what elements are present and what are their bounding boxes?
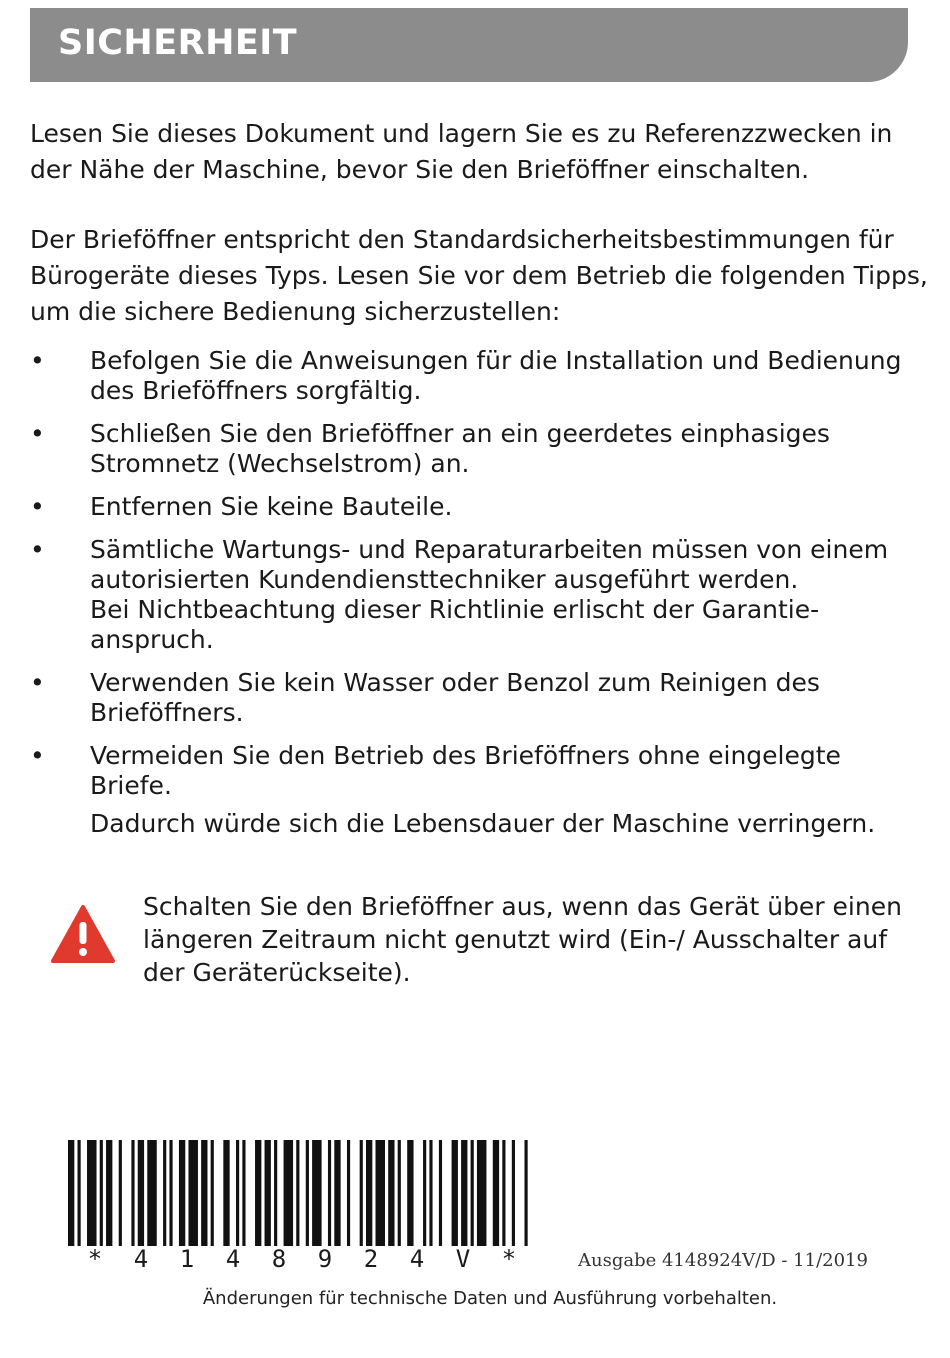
barcode-bar (360, 1140, 363, 1246)
list-item-note: Bei Nichtbeachtung dieser Richtlinie erlischt der Garantie-anspruch. (90, 595, 820, 654)
barcode-bar (398, 1140, 401, 1246)
list-item-text: Sämtliche Wartungs- und Reparaturarbeiten müssen von einem autorisierten Kundendiensttechniker ausgeführt werden. (90, 535, 889, 594)
bullet-marker: • (30, 346, 45, 375)
barcode-bar (439, 1140, 442, 1246)
barcode-digit: 1 (179, 1245, 195, 1273)
barcode-bar (306, 1140, 309, 1246)
barcode-digit: 4 (133, 1245, 149, 1273)
barcode-bar (524, 1140, 527, 1246)
barcode-digit: * (87, 1245, 103, 1273)
barcode-digit: V (455, 1245, 471, 1273)
barcode-bar (68, 1140, 74, 1246)
barcode-bar (334, 1140, 340, 1246)
barcode-bar (106, 1140, 112, 1246)
edition-label: Ausgabe 4148924V/D - 11/2019 (578, 1250, 868, 1271)
list-item (30, 535, 930, 655)
barcode-bar (502, 1140, 505, 1246)
barcode-bar (163, 1140, 166, 1246)
bullet-marker: • (30, 535, 45, 564)
barcode-bar (100, 1140, 103, 1246)
barcode-digit: 9 (317, 1245, 333, 1273)
warning-triangle-icon (50, 904, 116, 964)
barcode-digit: * (501, 1245, 517, 1273)
barcode-bar (223, 1140, 229, 1246)
bullet-marker: • (30, 492, 45, 521)
barcode-bar (452, 1140, 458, 1246)
list-item (30, 492, 930, 522)
barcode-digit: 4 (225, 1245, 241, 1273)
safety-tips-list (30, 346, 930, 852)
barcode-bar (147, 1140, 157, 1246)
bullet-marker: • (30, 741, 45, 770)
footer-note: Änderungen für technische Daten und Ausführung vorbehalten. (202, 1288, 778, 1309)
list-item-text: Entfernen Sie keine Bauteile. (90, 492, 453, 521)
barcode-digit: 2 (363, 1245, 379, 1273)
barcode-bar (347, 1140, 350, 1246)
list-item (30, 419, 930, 479)
barcode-bar (296, 1140, 299, 1246)
barcode-bar (236, 1140, 239, 1246)
barcode-bar (265, 1140, 271, 1246)
barcode-bar (255, 1140, 261, 1246)
barcode-digit: 4 (409, 1245, 425, 1273)
list-item-text: Vermeiden Sie den Betrieb des Brieföffners ohne eingelegte Briefe. (90, 741, 841, 800)
barcode-bar (328, 1140, 331, 1246)
barcode-bar (201, 1140, 207, 1246)
section-title: SICHERHEIT (58, 23, 298, 63)
barcode-digits (72, 1243, 532, 1275)
barcode-bar (312, 1140, 322, 1246)
barcode-bar (188, 1140, 198, 1246)
barcode-bar (366, 1140, 372, 1246)
barcode-bar (169, 1140, 172, 1246)
list-item-text: Befolgen Sie die Anweisungen für die Installation und Bedienung des Brieföffners sorgfältig. (90, 346, 902, 405)
barcode-bar (461, 1140, 467, 1246)
barcode-bar (138, 1140, 144, 1246)
barcode-bar (211, 1140, 214, 1246)
list-item (30, 346, 930, 406)
barcode-bar (512, 1140, 515, 1246)
barcode-bar (78, 1140, 81, 1246)
barcode-bar (376, 1140, 386, 1246)
intro-paragraph-1: Lesen Sie dieses Dokument und lagern Sie es zu Referenzzwecken in der Nähe der Maschine, bevor Sie den Brieföffner einschalten. (30, 119, 893, 184)
barcode-bar (242, 1140, 245, 1246)
barcode-bar (493, 1140, 499, 1246)
list-item-note: Dadurch würde sich die Lebensdauer der Maschine verringern. (90, 809, 876, 838)
barcode-bar (471, 1140, 474, 1246)
barcode-bar (131, 1140, 134, 1246)
barcode-bar (477, 1140, 487, 1246)
barcode-bar (388, 1140, 394, 1246)
barcode-bar (87, 1140, 97, 1246)
intro-paragraph-2: Der Brieföffner entspricht den Standardsicherheitsbestimmungen für Bürogeräte dieses Typs. Lesen Sie vor dem Betrieb die folgenden Tipps, um die sichere Bedienung sicherzustellen: (30, 225, 928, 326)
list-item (30, 668, 930, 728)
barcode-bar (179, 1140, 185, 1246)
barcode-digit: 8 (271, 1245, 287, 1273)
barcode-bar (407, 1140, 413, 1246)
warning-notice (30, 890, 930, 1000)
barcode-bar (274, 1140, 277, 1246)
barcode-bar (284, 1140, 294, 1246)
bullet-marker: • (30, 668, 45, 697)
barcode-bar (423, 1140, 426, 1246)
barcode-bar (119, 1140, 122, 1246)
list-item-text: Verwenden Sie kein Wasser oder Benzol zum Reinigen des Brieföffners. (90, 668, 820, 727)
barcode-bar (429, 1140, 432, 1246)
list-item-text: Schließen Sie den Brieföffner an ein geerdetes einphasiges Stromnetz (Wechselstrom) an. (90, 419, 830, 478)
section-header (30, 8, 908, 82)
list-item (30, 741, 930, 839)
bullet-marker: • (30, 419, 45, 448)
barcode (68, 1140, 534, 1246)
warning-text: Schalten Sie den Brieföffner aus, wenn das Gerät über einen längeren Zeitraum nicht genutzt wird (Ein-/ Ausschalter auf der Geräterückseite). (143, 892, 902, 987)
